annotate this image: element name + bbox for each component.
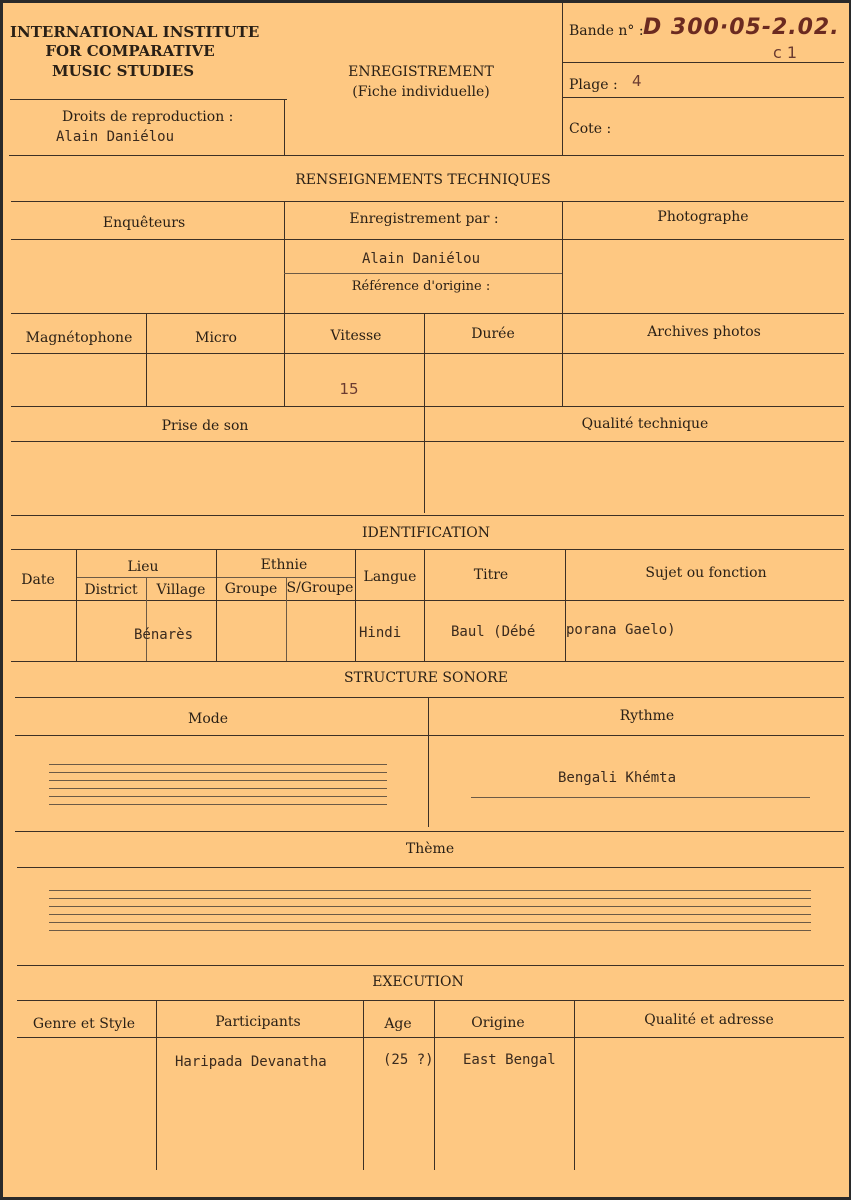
origine-value: East Bengal [463,1052,556,1068]
qualite-technique-header: Qualité technique [581,416,709,432]
micro-header: Micro [195,330,237,346]
rule [15,831,844,832]
institute-name-line1: INTERNATIONAL INSTITUTE [10,23,260,41]
bande-label: Bande n° : [569,23,644,39]
rule [562,201,563,313]
theme-staff-line [49,898,811,899]
district-header: District [84,582,138,598]
form-subtitle: (Fiche individuelle) [352,84,490,100]
rule [355,549,356,661]
rule [284,201,285,313]
bande-value: D 300·05-2.02. [643,15,840,40]
execution-heading: EXECUTION [372,974,464,990]
tech-heading: RENSEIGNEMENTS TECHNIQUES [295,172,551,188]
rights-label: Droits de reproduction : [62,109,234,125]
origine-header: Origine [471,1015,525,1031]
rule [10,99,287,100]
rule [17,1000,844,1001]
reference-label: Référence d'origine : [351,279,491,294]
vitesse-header: Vitesse [330,328,382,344]
prise-de-son-header: Prise de son [161,418,249,434]
institute-name-line3: MUSIC STUDIES [51,62,195,80]
photographe-header: Photographe [657,209,749,225]
mode-header: Mode [187,711,229,727]
rule [428,697,429,827]
institute-name-line2: FOR COMPARATIVE [45,42,215,60]
rule [146,313,147,406]
genre-header: Genre et Style [32,1016,136,1032]
rule [15,735,844,736]
identification-heading: IDENTIFICATION [362,525,490,541]
participant-value: Haripada Devanatha [175,1054,327,1070]
sujet-header: Sujet ou fonction [645,565,767,581]
rule [424,313,425,406]
rule [574,1000,575,1170]
rule [146,577,147,661]
mode-staff-line [49,772,387,773]
archives-photos-header: Archives photos [647,324,761,340]
titre-header: Titre [473,567,509,583]
village-value: Bénarès [134,627,194,643]
langue-header: Langue [363,569,417,585]
enregistrement-par-header: Enregistrement par : [349,211,499,227]
mode-staff-line [49,804,387,805]
rule [11,600,844,601]
vitesse-value: 15 [339,380,359,398]
rule [11,661,844,662]
participants-header: Participants [215,1014,301,1030]
lieu-header: Lieu [127,559,159,575]
theme-staff-line [49,930,811,931]
rule [11,406,844,407]
rule [424,406,425,513]
theme-staff-line [49,906,811,907]
rule [11,549,844,550]
rule [216,549,217,661]
rule [9,155,844,156]
rule [363,1000,364,1170]
rule [17,965,844,966]
archive-record-card [3,3,849,1197]
sgroupe-header: S/Groupe [286,580,354,596]
header-divider [562,3,563,155]
rule [17,867,844,868]
rule [424,549,425,661]
village-header: Village [156,582,206,598]
form-title: ENREGISTREMENT [348,64,494,80]
theme-heading: Thème [405,841,455,857]
rights-value: Alain Daniélou [56,129,175,145]
theme-staff-line [49,914,811,915]
rule [11,313,844,314]
theme-staff-line [49,890,811,891]
rythme-header: Rythme [619,708,675,724]
rule [562,313,563,406]
rule [76,549,77,661]
cote-label: Cote : [569,121,612,137]
structure-heading: STRUCTURE SONORE [344,670,508,686]
groupe-header: Groupe [224,581,278,597]
rule [284,313,285,406]
langue-value: Hindi [359,625,402,641]
sujet-value: porana Gaelo) [566,622,676,638]
mode-staff-line [49,780,387,781]
ethnie-header: Ethnie [260,557,308,573]
rythme-value: Bengali Khémta [558,770,677,786]
date-header: Date [21,572,55,588]
mode-staff-line [49,796,387,797]
enqueteurs-header: Enquêteurs [102,215,186,231]
mode-staff-line [49,788,387,789]
rule [562,62,844,63]
rule [11,515,844,516]
enregistrement-value: Alain Daniélou [361,251,481,267]
rule [562,97,844,98]
plage-value: 4 [632,72,642,90]
age-value: (25 ?) [383,1052,434,1068]
rule [284,99,285,155]
rule [565,549,566,661]
duree-header: Durée [471,326,515,342]
plage-label: Plage : [569,77,618,93]
rule [11,201,844,202]
rule [471,797,810,798]
rule [11,239,844,240]
rule [286,577,287,661]
rule [17,1037,844,1038]
rule [15,697,844,698]
bande-suffix: c 1 [773,43,798,62]
theme-staff-line [49,922,811,923]
rule [434,1000,435,1170]
rule [11,441,844,442]
mode-staff-line [49,764,387,765]
titre-value: Baul (Débé [451,624,536,640]
rule [11,353,844,354]
qualite-adresse-header: Qualité et adresse [644,1012,774,1028]
age-header: Age [384,1016,412,1032]
rule [156,1000,157,1170]
rule [284,273,562,274]
magnetophone-header: Magnétophone [25,330,133,346]
